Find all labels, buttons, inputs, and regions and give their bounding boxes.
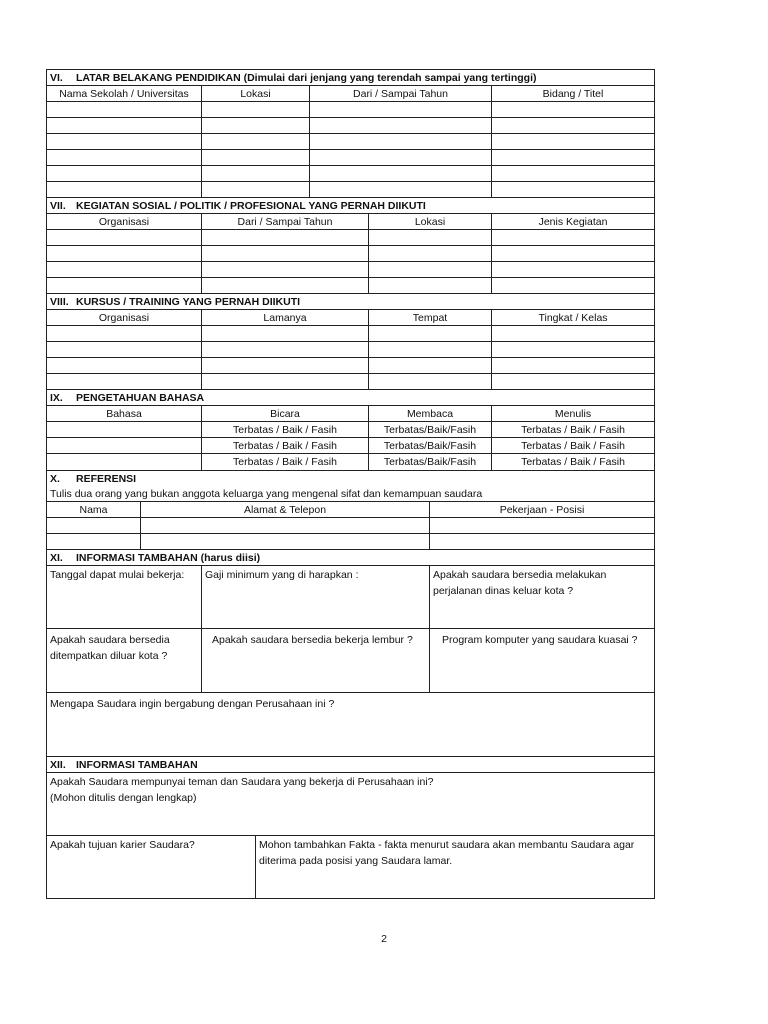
header-school: Nama Sekolah / Universitas [47, 86, 202, 102]
application-form [46, 69, 654, 899]
section-vi-title: VI. LATAR BELAKANG PENDIDIKAN (Dimulai dari jenjang yang terendah sampai yang tertinggi) [47, 70, 655, 86]
header-reading: Membaca [369, 406, 492, 422]
section-vii-title: VII. KEGIATAN SOSIAL / POLITIK / PROFESIONAL YANG PERNAH DIIKUTI [47, 198, 655, 214]
relocate-field[interactable]: Apakah saudara bersedia ditempatkan diluar kota ? [47, 629, 202, 693]
table-row [47, 438, 655, 454]
header-location: Lokasi [369, 214, 492, 230]
start-date-field[interactable]: Tanggal dapat mulai bekerja: [47, 566, 202, 629]
table-row [47, 118, 655, 134]
page-number: 2 [381, 933, 387, 945]
table-row [47, 278, 655, 294]
software-field[interactable]: Program komputer yang saudara kuasai ? [430, 629, 655, 693]
table-row [47, 358, 655, 374]
speaking-level-options[interactable]: Terbatas / Baik / Fasih [202, 454, 369, 471]
header-writing: Menulis [492, 406, 655, 422]
table-row [47, 230, 655, 246]
language-input[interactable] [47, 438, 202, 454]
language-input[interactable] [47, 454, 202, 471]
table-row [47, 534, 655, 550]
friends-field[interactable] [47, 773, 655, 836]
table-row [47, 150, 655, 166]
section-xii-table [46, 757, 655, 899]
table-row [47, 374, 655, 390]
career-goal-field[interactable]: Apakah tujuan karier Saudara? [47, 836, 256, 899]
section-xii-title: XII. INFORMASI TAMBAHAN [47, 757, 655, 773]
section-vii-table [46, 198, 655, 294]
header-duration: Lamanya [202, 310, 369, 326]
reading-level-options[interactable]: Terbatas/Baik/Fasih [369, 438, 492, 454]
reading-level-options[interactable]: Terbatas/Baik/Fasih [369, 422, 492, 438]
friends-question: Apakah Saudara mempunyai teman dan Saudara yang bekerja di Perusahaan ini? [50, 776, 434, 788]
language-input[interactable] [47, 422, 202, 438]
table-row [47, 518, 655, 534]
header-years: Dari / Sampai Tahun [202, 214, 369, 230]
header-language: Bahasa [47, 406, 202, 422]
table-row [47, 326, 655, 342]
table-row [47, 262, 655, 278]
table-row [47, 166, 655, 182]
section-ix-table [46, 390, 655, 471]
table-row [47, 182, 655, 198]
section-viii-table [46, 294, 655, 390]
header-organization: Organisasi [47, 310, 202, 326]
header-name: Nama [47, 502, 141, 518]
overtime-field[interactable]: Apakah saudara bersedia bekerja lembur ? [202, 629, 430, 693]
header-speaking: Bicara [202, 406, 369, 422]
header-location: Lokasi [202, 86, 310, 102]
speaking-level-options[interactable]: Terbatas / Baik / Fasih [202, 422, 369, 438]
section-x-instruction: Tulis dua orang yang bukan anggota keluarga yang mengenal sifat dan kemampuan saudara [47, 486, 655, 502]
writing-level-options[interactable]: Terbatas / Baik / Fasih [492, 438, 655, 454]
table-row [47, 454, 655, 471]
section-viii-title: VIII. KURSUS / TRAINING YANG PERNAH DIIKUTI [47, 294, 655, 310]
header-level-class: Tingkat / Kelas [492, 310, 655, 326]
speaking-level-options[interactable]: Terbatas / Baik / Fasih [202, 438, 369, 454]
section-xi-table [46, 550, 655, 757]
friends-note: (Mohon ditulis dengan lengkap) [50, 792, 197, 804]
writing-level-options[interactable]: Terbatas / Baik / Fasih [492, 454, 655, 471]
header-address-phone: Alamat & Telepon [141, 502, 430, 518]
header-years: Dari / Sampai Tahun [310, 86, 492, 102]
section-xi-title: XI. INFORMASI TAMBAHAN (harus diisi) [47, 550, 655, 566]
table-row [47, 102, 655, 118]
writing-level-options[interactable]: Terbatas / Baik / Fasih [492, 422, 655, 438]
table-row [47, 422, 655, 438]
table-row [47, 134, 655, 150]
header-organization: Organisasi [47, 214, 202, 230]
section-x-title: X. REFERENSI [47, 471, 655, 486]
header-activity-type: Jenis Kegiatan [492, 214, 655, 230]
facts-field[interactable]: Mohon tambahkan Fakta - fakta menurut saudara akan membantu Saudara agar diterima pada posisi yang Saudara lamar. [256, 836, 655, 899]
section-x-table [46, 471, 655, 550]
table-row [47, 246, 655, 262]
table-row [47, 342, 655, 358]
header-job-position: Pekerjaan - Posisi [430, 502, 655, 518]
why-join-field[interactable]: Mengapa Saudara ingin bergabung dengan Perusahaan ini ? [47, 693, 655, 757]
section-ix-title: IX. PENGETAHUAN BAHASA [47, 390, 655, 406]
header-place: Tempat [369, 310, 492, 326]
reading-level-options[interactable]: Terbatas/Baik/Fasih [369, 454, 492, 471]
min-salary-field[interactable]: Gaji minimum yang di harapkan : [202, 566, 430, 629]
section-vi-table [46, 69, 655, 198]
header-field-title: Bidang / Titel [492, 86, 655, 102]
travel-field[interactable]: Apakah saudara bersedia melakukan perjalanan dinas keluar kota ? [430, 566, 655, 629]
